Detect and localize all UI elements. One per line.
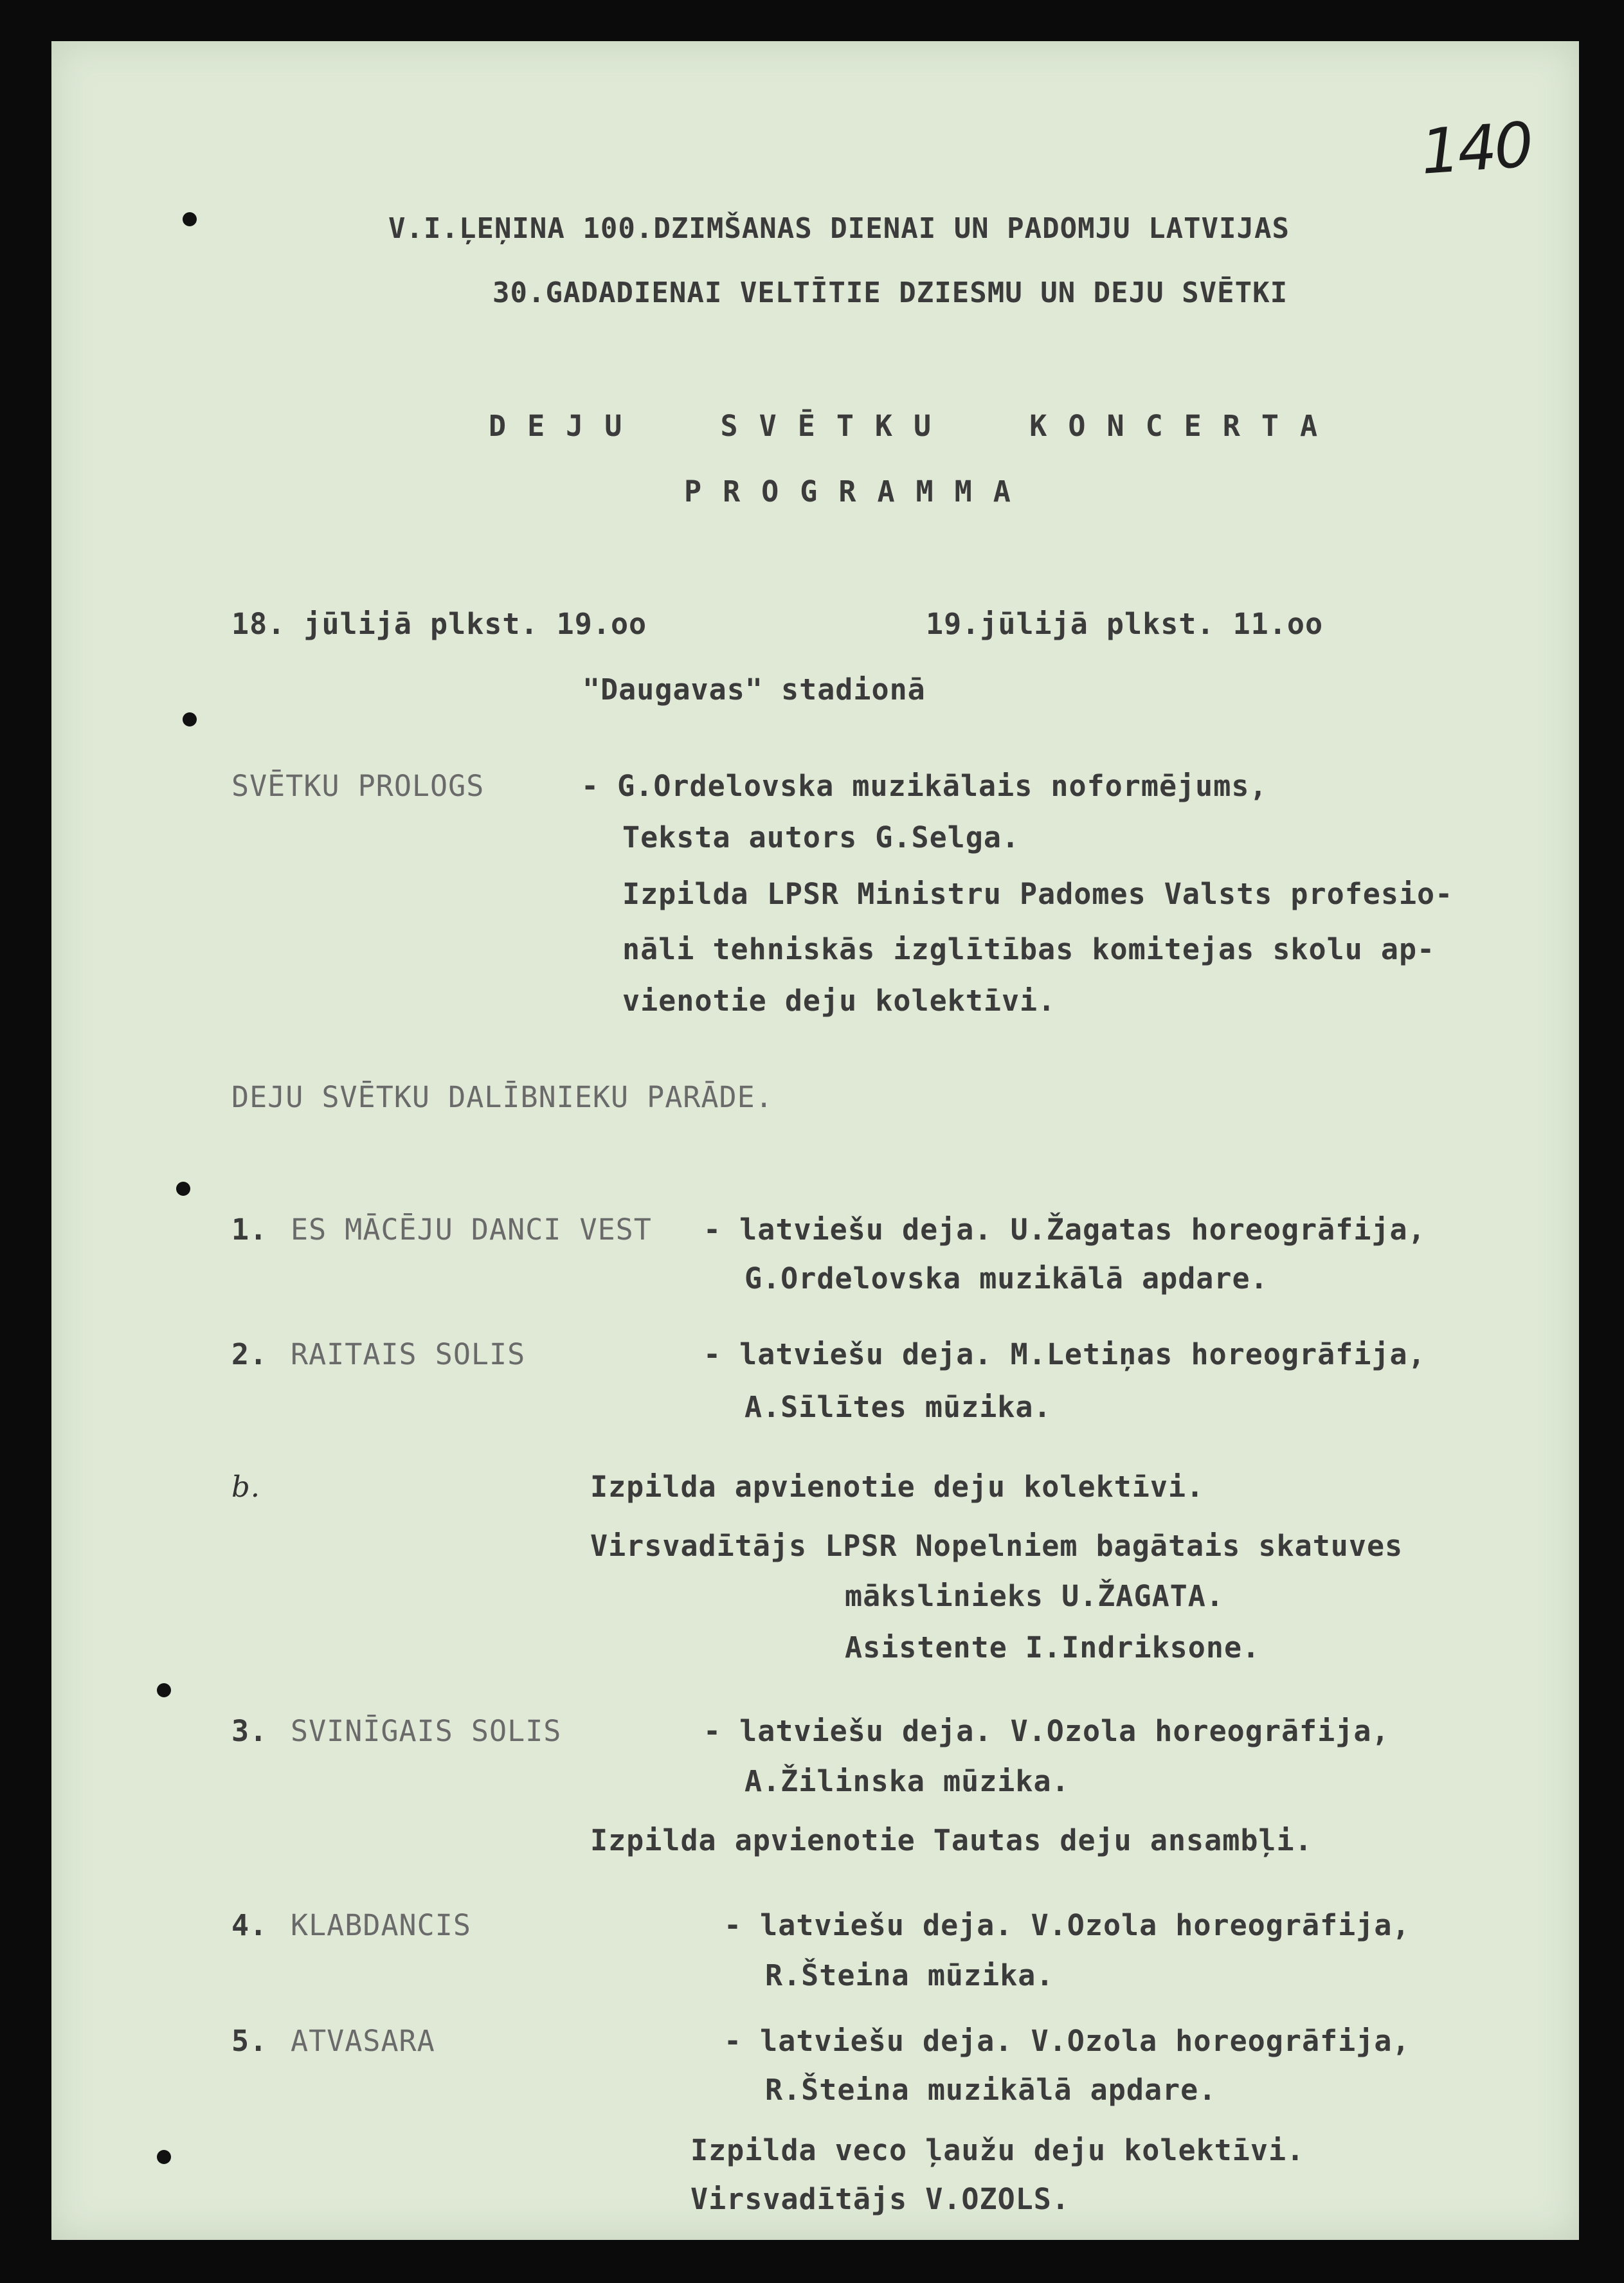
item-line-1: - latviešu deja. V.Ozola horeogrāfija,: [724, 1908, 1411, 1942]
block-b-line-4: Asistente I.Indriksone.: [845, 1630, 1261, 1665]
item-line-2: A.Žilinska mūzika.: [744, 1764, 1070, 1798]
item-title: ATVASARA: [291, 2024, 435, 2058]
item-title: ES MĀCĒJU DANCI VEST: [291, 1213, 652, 1247]
date-first: 18. jūlijā plkst. 19.oo: [231, 607, 647, 641]
item-title: RAITAIS SOLIS: [291, 1337, 526, 1371]
item-title: SVINĪGAIS SOLIS: [291, 1714, 562, 1748]
item-number: 4.: [231, 1908, 268, 1942]
item-number: 3.: [231, 1714, 268, 1748]
block-b-line-1: Izpilda apvienotie deju kolektīvi.: [590, 1470, 1205, 1504]
parade-heading: DEJU SVĒTKU DALĪBNIEKU PARĀDE.: [231, 1080, 773, 1114]
item-number: 1.: [231, 1213, 268, 1247]
item-number: 5.: [231, 2024, 268, 2058]
punch-hole: [183, 712, 197, 726]
title-line-2: PROGRAMMA: [684, 474, 1032, 509]
item-line-2: R.Šteina mūzika.: [765, 1958, 1054, 1992]
prologue-perf-3: vienotie deju kolektīvi.: [622, 984, 1056, 1018]
title-line-1: DEJU SVĒTKU KONCERTA: [489, 409, 1339, 443]
item-number: 2.: [231, 1337, 268, 1371]
header-line-1: V.I.ĻEŅINA 100.DZIMŠANAS DIENAI UN PADOMJU LATVIJAS: [388, 212, 1290, 245]
perf-item-5-line-2: Virsvadītājs V.OZOLS.: [690, 2182, 1070, 2216]
perf-item-5-line-1: Izpilda veco ļaužu deju kolektīvi.: [690, 2133, 1305, 2167]
item-line-2: R.Šteina muzikālā apdare.: [765, 2073, 1217, 2107]
prologue-label: SVĒTKU PROLOGS: [231, 769, 485, 803]
item-line-1: - latviešu deja. U.Žagatas horeogrāfija,: [703, 1213, 1426, 1247]
item-line-2: G.Ordelovska muzikālā apdare.: [744, 1261, 1268, 1295]
punch-hole: [157, 2150, 171, 2164]
prologue-perf-1: Izpilda LPSR Ministru Padomes Valsts profesio-: [622, 877, 1454, 911]
header-line-2: 30.GADADIENAI VELTĪTIE DZIESMU UN DEJU SVĒTKI: [492, 276, 1288, 309]
page-number: 140: [1418, 109, 1533, 188]
prologue-line-2: Teksta autors G.Selga.: [622, 820, 1020, 854]
block-b-line-2: Virsvadītājs LPSR Nopelniem bagātais skatuves: [590, 1529, 1403, 1563]
date-second: 19.jūlijā plkst. 11.oo: [926, 607, 1324, 641]
punch-hole: [176, 1182, 190, 1196]
prologue-perf-2: nāli tehniskās izglītības komitejas skolu ap-: [622, 932, 1436, 966]
item-line-2: A.Sīlītes mūzika.: [744, 1390, 1052, 1424]
item-line-1: - latviešu deja. V.Ozola horeogrāfija,: [703, 1714, 1390, 1748]
item-title: KLABDANCIS: [291, 1908, 471, 1942]
item-line-1: - latviešu deja. V.Ozola horeogrāfija,: [724, 2024, 1411, 2058]
block-b-line-3: mākslinieks U.ŽAGATA.: [845, 1579, 1224, 1613]
perf-item-3: Izpilda apvienotie Tautas deju ansambļi.: [590, 1823, 1313, 1857]
punch-hole: [157, 1683, 171, 1697]
punch-hole: [183, 212, 197, 226]
handwritten-mark-b: b.: [231, 1470, 261, 1504]
prologue-line-1: - G.Ordelovska muzikālais noformējums,: [581, 769, 1268, 803]
venue: "Daugavas" stadionā: [582, 672, 926, 707]
item-line-1: - latviešu deja. M.Letiņas horeogrāfija,: [703, 1337, 1426, 1371]
